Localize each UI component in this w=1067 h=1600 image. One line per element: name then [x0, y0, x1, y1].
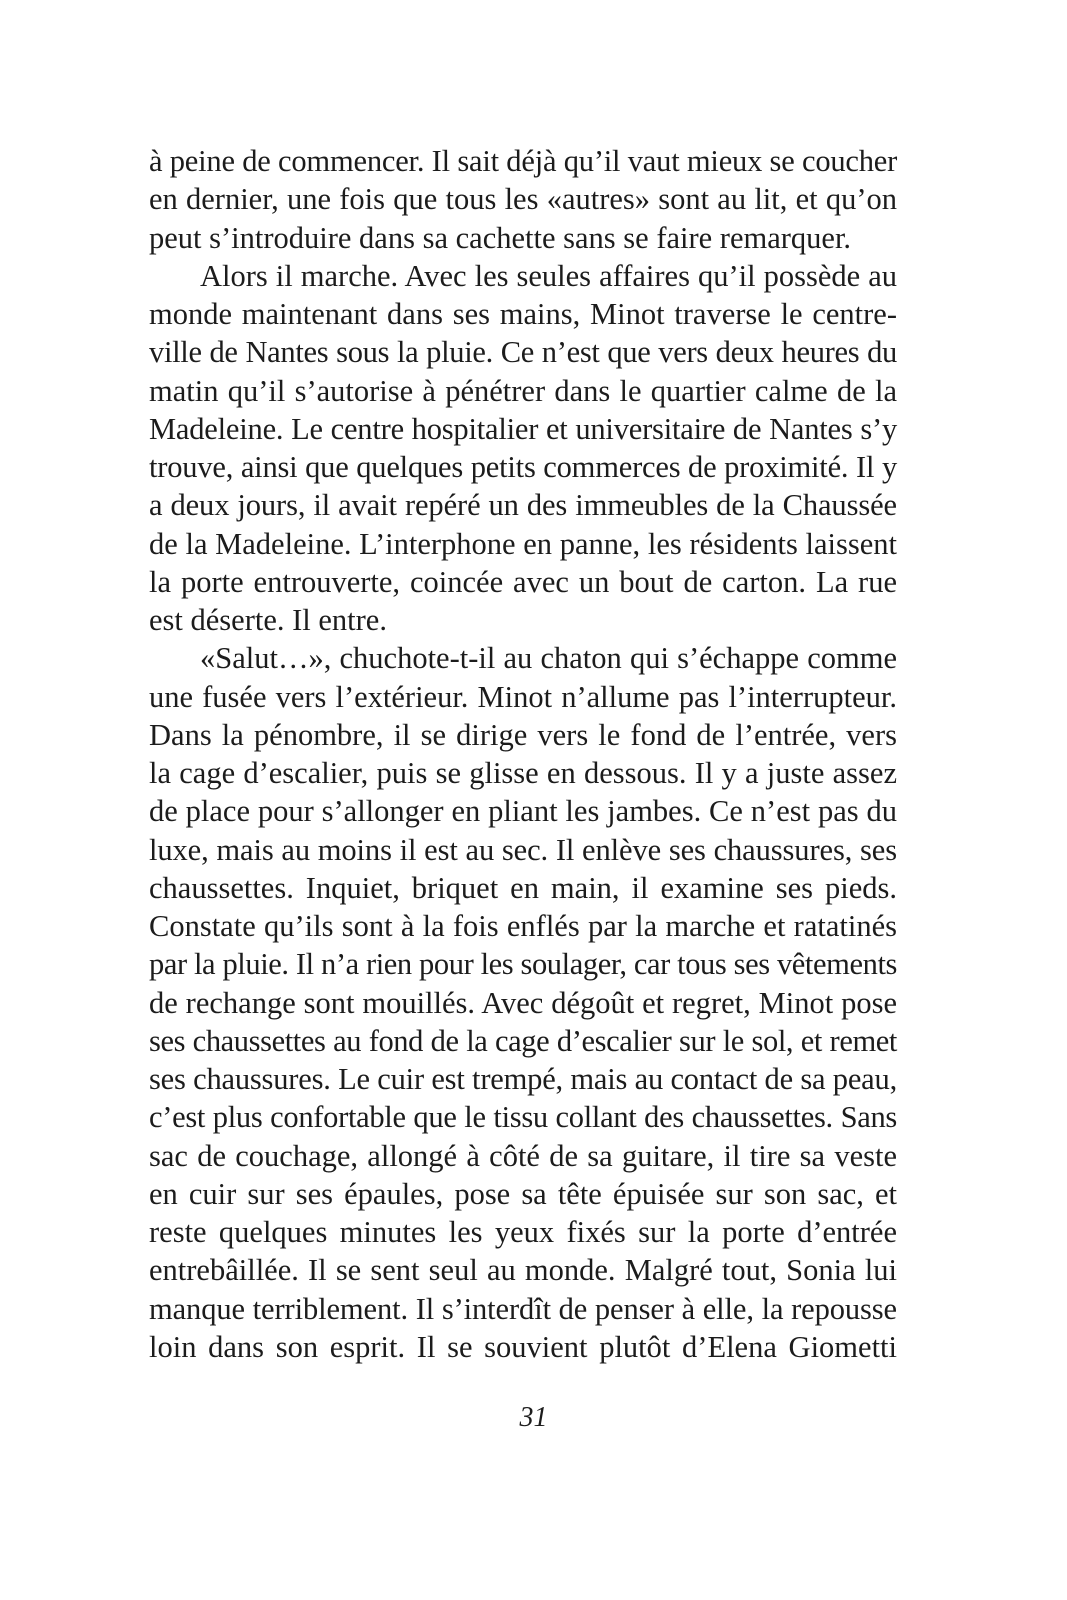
text-line: ville de Nantes sous la pluie. Ce n’est que vers deux heures du — [149, 335, 897, 370]
text-line: «Salut…», chuchote-t-il au chaton qui s’échappe comme — [200, 641, 897, 676]
text-line: Alors il marche. Avec les seules affaires qu’il possède au — [200, 258, 897, 293]
text-line: Dans la pénombre, il se dirige vers le fond de l’entrée, vers — [149, 717, 897, 752]
text-line: sac de couchage, allongé à côté de sa guitare, il tire sa veste — [149, 1138, 897, 1173]
text-line: a deux jours, il avait repéré un des immeubles de la Chaussée — [149, 488, 897, 523]
text-line: en cuir sur ses épaules, pose sa tête épuisée sur son sac, et — [149, 1176, 897, 1211]
text-line: à peine de commencer. Il sait déjà qu’il vaut mieux se coucher — [149, 144, 898, 178]
text-line: Madeleine. Le centre hospitalier et universitaire de Nantes s’y — [149, 411, 897, 446]
text-line: trouve, ainsi que quelques petits commerces de proximité. Il y — [149, 450, 897, 484]
text-line: de la Madeleine. L’interphone en panne, les résidents laissent — [149, 526, 897, 561]
text-line: chaussettes. Inquiet, briquet en main, il examine ses pieds. — [149, 870, 897, 905]
text-line: luxe, mais au moins il est au sec. Il enlève ses chaussures, ses — [149, 832, 897, 867]
text-line: est déserte. Il entre. — [149, 603, 387, 637]
text-line: la cage d’escalier, puis se glisse en dessous. Il y a juste assez — [149, 756, 897, 790]
text-line: en dernier, une fois que tous les «autres» sont au lit, et qu’on — [149, 182, 897, 217]
text-line: Constate qu’ils sont à la fois enflés par la marche et ratatinés — [149, 909, 897, 943]
text-line: manque terriblement. Il s’interdît de penser à elle, la repousse — [149, 1291, 897, 1326]
text-line: de place pour s’allonger en pliant les jambes. Ce n’est pas du — [149, 794, 897, 829]
text-line: monde maintenant dans ses mains, Minot traverse le centre- — [149, 297, 897, 331]
page-number: 31 — [519, 1402, 548, 1433]
text-line: c’est plus confortable que le tissu collant des chaussettes. Sans — [149, 1100, 897, 1135]
text-line: une fusée vers l’extérieur. Minot n’allume pas l’interrupteur. — [149, 679, 897, 714]
text-line: peut s’introduire dans sa cachette sans se faire remarquer. — [149, 220, 852, 255]
text-line: la porte entrouverte, coincée avec un bout de carton. La rue — [149, 564, 897, 599]
text-line: reste quelques minutes les yeux fixés sur la porte d’entrée — [149, 1215, 897, 1249]
text-line: ses chaussettes au fond de la cage d’escalier sur le sol, et remet — [149, 1023, 897, 1058]
body-text — [149, 142, 897, 1366]
text-line: matin qu’il s’autorise à pénétrer dans le quartier calme de la — [149, 373, 897, 408]
text-line: par la pluie. Il n’a rien pour les soulager, car tous ses vêtements — [149, 947, 897, 982]
text-line: de rechange sont mouillés. Avec dégoût et regret, Minot pose — [149, 985, 897, 1020]
text-line: loin dans son esprit. Il se souvient plutôt d’Elena Giometti — [149, 1329, 897, 1364]
text-line: ses chaussures. Le cuir est trempé, mais au contact de sa peau, — [149, 1062, 897, 1096]
text-line: entrebâillée. Il se sent seul au monde. Malgré tout, Sonia lui — [149, 1253, 897, 1288]
